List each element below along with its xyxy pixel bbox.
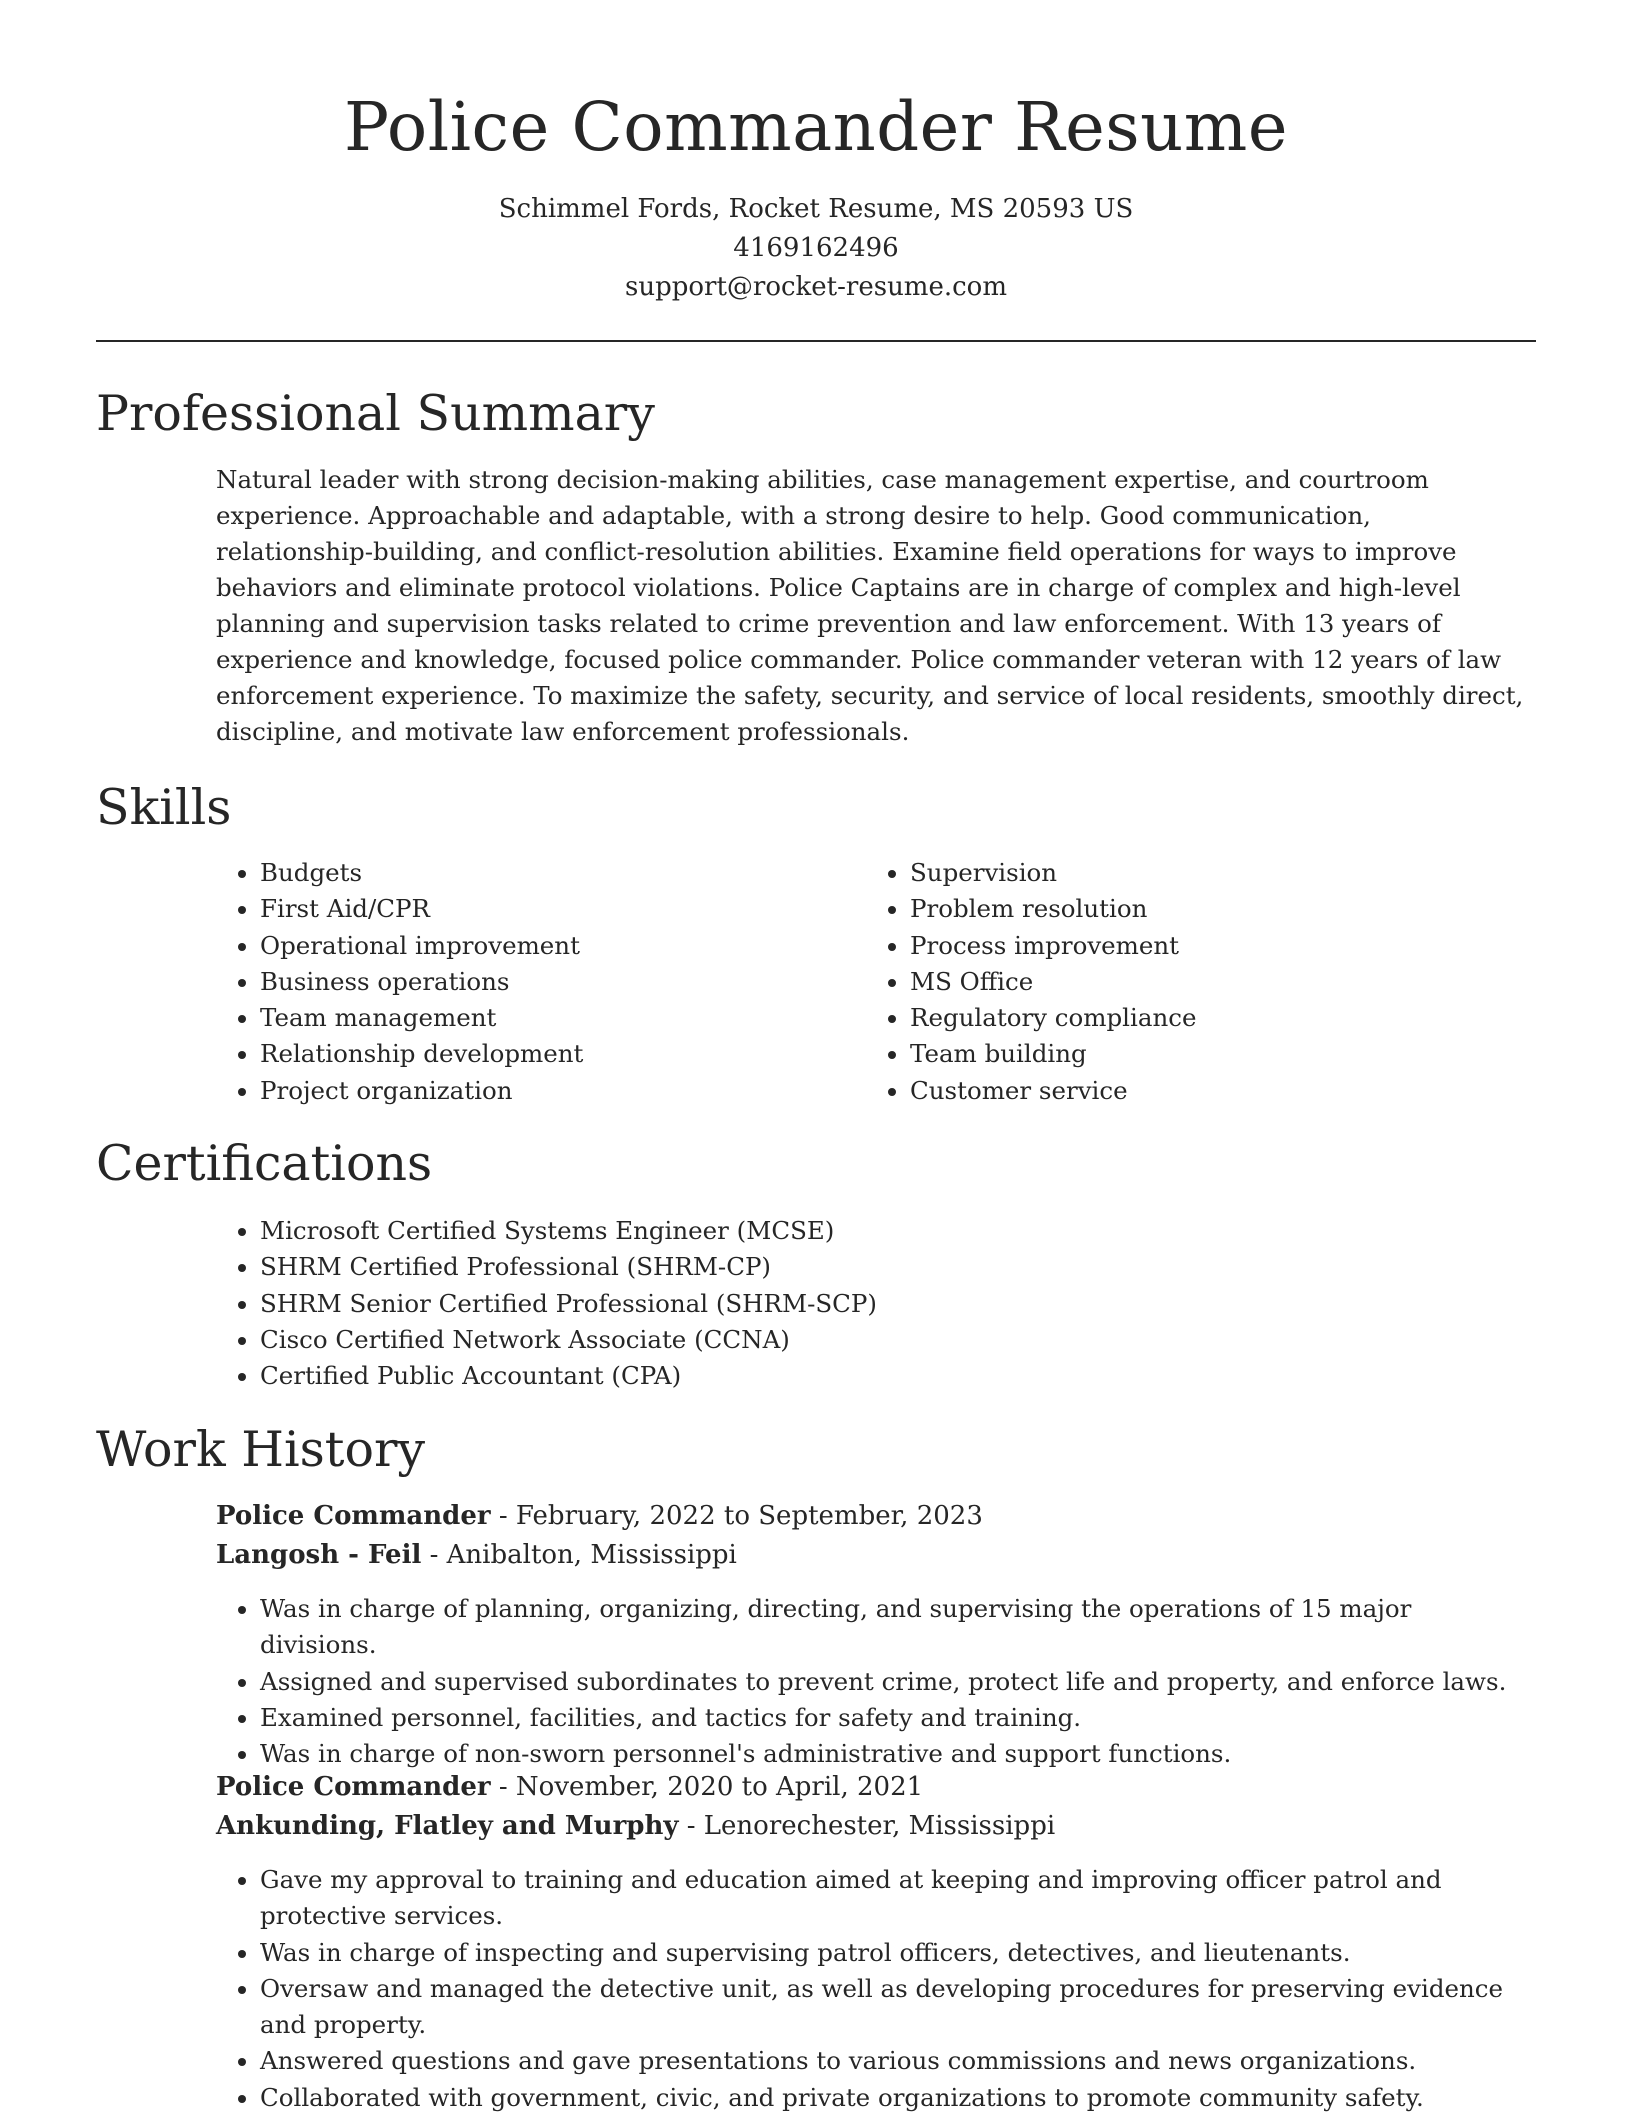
job-company: Ankunding, Flatley and Murphy xyxy=(216,1811,679,1841)
skill-item: • Business operations xyxy=(260,964,856,1000)
summary-text: Natural leader with strong decision-making abilities, case management expertise, and courtroom experience. Approachable and adaptable, with a strong desire to help. Good communication, relationship-building, and conflict-resolution abilities. Examine field operations for ways to improve behaviors and eliminate protocol violations. Police Captains are in charge of complex and high-level planning and supervision tasks related to crime prevention and law enforcement. With 13 years of experience and knowledge, focused police commander. Police commander veteran with 12 years of law enforcement experience. To maximize the safety, security, and service of local residents, smoothly direct, discipline, and motivate law enforcement professionals. xyxy=(216,465,1524,746)
certification-item: • SHRM Certified Professional (SHRM-CP) xyxy=(260,1249,1516,1285)
skill-item: • Operational improvement xyxy=(260,928,856,964)
job-role: Police Commander xyxy=(216,1772,491,1802)
skill-item: • Supervision xyxy=(910,855,1506,891)
skill-item: • Relationship development xyxy=(260,1036,856,1072)
job-bullet: • Answered questions and gave presentations to various commissions and news organizations. xyxy=(260,2043,1526,2079)
job-bullets-block xyxy=(216,1862,1526,2116)
job-company: Langosh - Feil xyxy=(216,1540,422,1570)
job-company-line xyxy=(216,1807,1526,1846)
skill-item: • Team management xyxy=(260,1000,856,1036)
job-location: - Lenorechester, Mississippi xyxy=(678,1811,1056,1841)
skills-column-left xyxy=(216,855,856,1109)
email: support@rocket-resume.com xyxy=(624,272,1007,302)
skill-item: • Budgets xyxy=(260,855,856,891)
certifications-block xyxy=(216,1213,1516,1394)
job-title-line xyxy=(216,1497,1526,1536)
job-bullet: • Assigned and supervised subordinates to prevent crime, protect life and property, and enforce laws. xyxy=(260,1664,1526,1700)
job-dates: - February, 2022 to September, 2023 xyxy=(490,1501,983,1531)
certification-item: • Certified Public Accountant (CPA) xyxy=(260,1358,1516,1394)
job-entry xyxy=(216,1768,1526,1846)
job-dates: - November, 2020 to April, 2021 xyxy=(490,1772,924,1802)
skill-item: • Problem resolution xyxy=(910,891,1506,927)
job-title-line xyxy=(216,1768,1526,1807)
work-history-heading: Work History xyxy=(96,1421,426,1478)
job-bullets-block xyxy=(216,1591,1526,1772)
address: Schimmel Fords, Rocket Resume, MS 20593 US xyxy=(498,194,1134,224)
skill-item: • MS Office xyxy=(910,964,1506,1000)
skills-list-left xyxy=(216,855,856,1109)
skill-item: • Team building xyxy=(910,1036,1506,1072)
skills-heading: Skills xyxy=(96,779,232,836)
certifications-list xyxy=(216,1213,1516,1394)
job-bullet: • Collaborated with government, civic, and private organizations to promote community safety. xyxy=(260,2080,1526,2116)
job-bullet: • Oversaw and managed the detective unit, as well as developing procedures for preserving evidence and property. xyxy=(260,1971,1526,2044)
skill-item: • First Aid/CPR xyxy=(260,891,856,927)
job-entry xyxy=(216,1497,1526,1575)
resume-title: Police Commander Resume xyxy=(344,88,1288,166)
job-bullets xyxy=(216,1862,1526,2116)
job-location: - Anibalton, Mississippi xyxy=(421,1540,737,1570)
summary-heading: Professional Summary xyxy=(96,385,655,442)
contact-info xyxy=(0,190,1632,307)
skill-item: • Regulatory compliance xyxy=(910,1000,1506,1036)
job-company-line xyxy=(216,1536,1526,1575)
header-divider xyxy=(96,340,1536,342)
resume-header xyxy=(0,0,1632,307)
certifications-heading: Certifications xyxy=(96,1135,433,1192)
skill-item: • Customer service xyxy=(910,1073,1506,1109)
certification-item: • Microsoft Certified Systems Engineer (MCSE) xyxy=(260,1213,1516,1249)
skill-item: • Process improvement xyxy=(910,928,1506,964)
job-bullet: • Gave my approval to training and education aimed at keeping and improving officer patrol and protective services. xyxy=(260,1862,1526,1935)
certification-item: • Cisco Certified Network Associate (CCNA) xyxy=(260,1322,1516,1358)
job-bullet: • Was in charge of inspecting and supervising patrol officers, detectives, and lieutenants. xyxy=(260,1935,1526,1971)
job-bullet: • Was in charge of non-sworn personnel's administrative and support functions. xyxy=(260,1736,1526,1772)
skill-item: • Project organization xyxy=(260,1073,856,1109)
skills-column-right xyxy=(866,855,1506,1109)
phone: 4169162496 xyxy=(733,233,899,263)
job-bullets xyxy=(216,1591,1526,1772)
job-role: Police Commander xyxy=(216,1501,491,1531)
job-bullet: • Was in charge of planning, organizing, directing, and supervising the operations of 15 major divisions. xyxy=(260,1591,1526,1664)
certification-item: • SHRM Senior Certified Professional (SHRM-SCP) xyxy=(260,1286,1516,1322)
skills-list-right xyxy=(866,855,1506,1109)
job-bullet: • Examined personnel, facilities, and tactics for safety and training. xyxy=(260,1700,1526,1736)
